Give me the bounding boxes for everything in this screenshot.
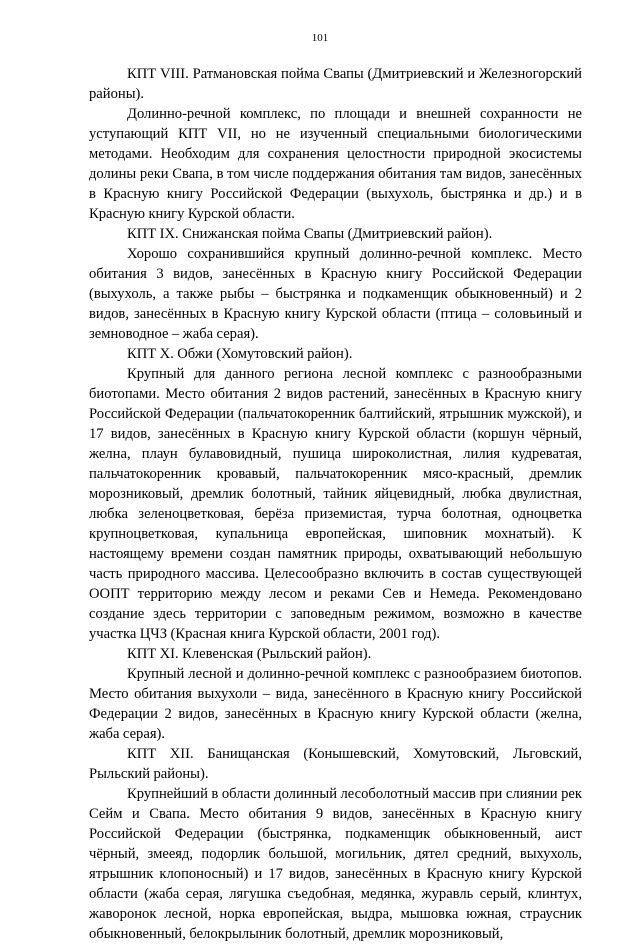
heading-kpt-ix: КПТ IX. Снижанская пойма Свапы (Дмитриевский район). <box>127 226 493 242</box>
paragraph-kpt-xi-description: Крупный лесной и долинно-речной комплекс с разнообразием биотопов. Место обитания выхухоли – вида, занесённого в Красную книгу Российской Федерации 2 видов, занесённых в Красную книгу Курской области (желна, жаба серая). <box>89 666 582 742</box>
paragraph-kpt-xii-description: Крупнейший в области долинный лесоболотный массив при слиянии рек Сейм и Свапа. Место обитания 9 видов, занесённых в Красную книгу Российской Федерации (быстрянка, подкаменщик обыкновенный, аист чёрный, змееяд, подорлик большой, могильник, дятел средний, выхухоль, ятрышник клопоносный) и 17 видов, занесённых в Красную книгу Курской области (жаба серая, лягушка съедобная, медянка, журавль серый, клинтух, жаворонок лесной, норка европейская, выдра, мышовка южная, страусник обыкновенный, белокрылыник болотный, дремлик морозниковый, <box>89 786 582 942</box>
heading-kpt-xii: КПТ XII. Банищанская (Конышевский, Хомутовский, Льговский, Рыльский районы). <box>89 746 582 782</box>
paragraph-kpt-ix-description: Хорошо сохранившийся крупный долинно-речной комплекс. Место обитания 3 видов, занесённых в Красную книгу Российской Федерации (выхухоль, а также рыбы – быстрянка и подкаменщик обыкновенный) и 2 видов, занесённых в Красную книгу Курской области (птица – соловьиный и земноводное – жаба серая). <box>89 246 582 342</box>
heading-kpt-x: КПТ X. Обжи (Хомутовский район). <box>127 346 353 362</box>
paragraph-kpt-viii-description: Долинно-речной комплекс, по площади и внешней сохранности не уступающий КПТ VII, но не изученный специальными биологическими методами. Необходим для сохранения целостности природной экосистемы долины реки Свапа, в том числе поддержания обитания там видов, занесённых в Красную книгу Российской Федерации (выхухоль, быстрянка и др.) и в Красную книгу Курской области. <box>89 106 582 222</box>
page-number: 101 <box>311 32 329 44</box>
heading-kpt-xi: КПТ XI. Клевенская (Рыльский район). <box>127 646 372 662</box>
paragraph-kpt-x-description: Крупный для данного региона лесной комплекс с разнообразными биотопами. Место обитания 2 видов растений, занесённых в Красную книгу Российской Федерации (пальчатокоренник балтийский, ятрышник мужской), и 17 видов, занесённых в Красную книгу Курской области (коршун чёрный, желна, плаун булавовидный, пушица широколистная, лилия кудреватая, пальчатокоренник кровавый, пальчатокоренник мясо-красный, дремлик морозниковый, дремлик болотный, тайник яйцевидный, любка двулистная, любка зеленоцветковая, берёза приземистая, турча болотная, одноцветка крупноцветковая, купальница европейская, шиповник мохнатый). К настоящему времени создан памятник природы, охватывающий небольшую часть природного массива. Целесообразно включить в состав существующей ООПТ территорию между лесом и реками Сев и Немеда. Рекомендовано создание здесь территории с заповедным режимом, возможно в качестве участка ЦЧЗ (Красная книга Курской области, 2001 год). <box>89 366 582 642</box>
document-body <box>89 64 582 944</box>
heading-kpt-viii: КПТ VIII. Ратмановская пойма Свапы (Дмитриевский и Железногорский районы). <box>89 66 582 102</box>
